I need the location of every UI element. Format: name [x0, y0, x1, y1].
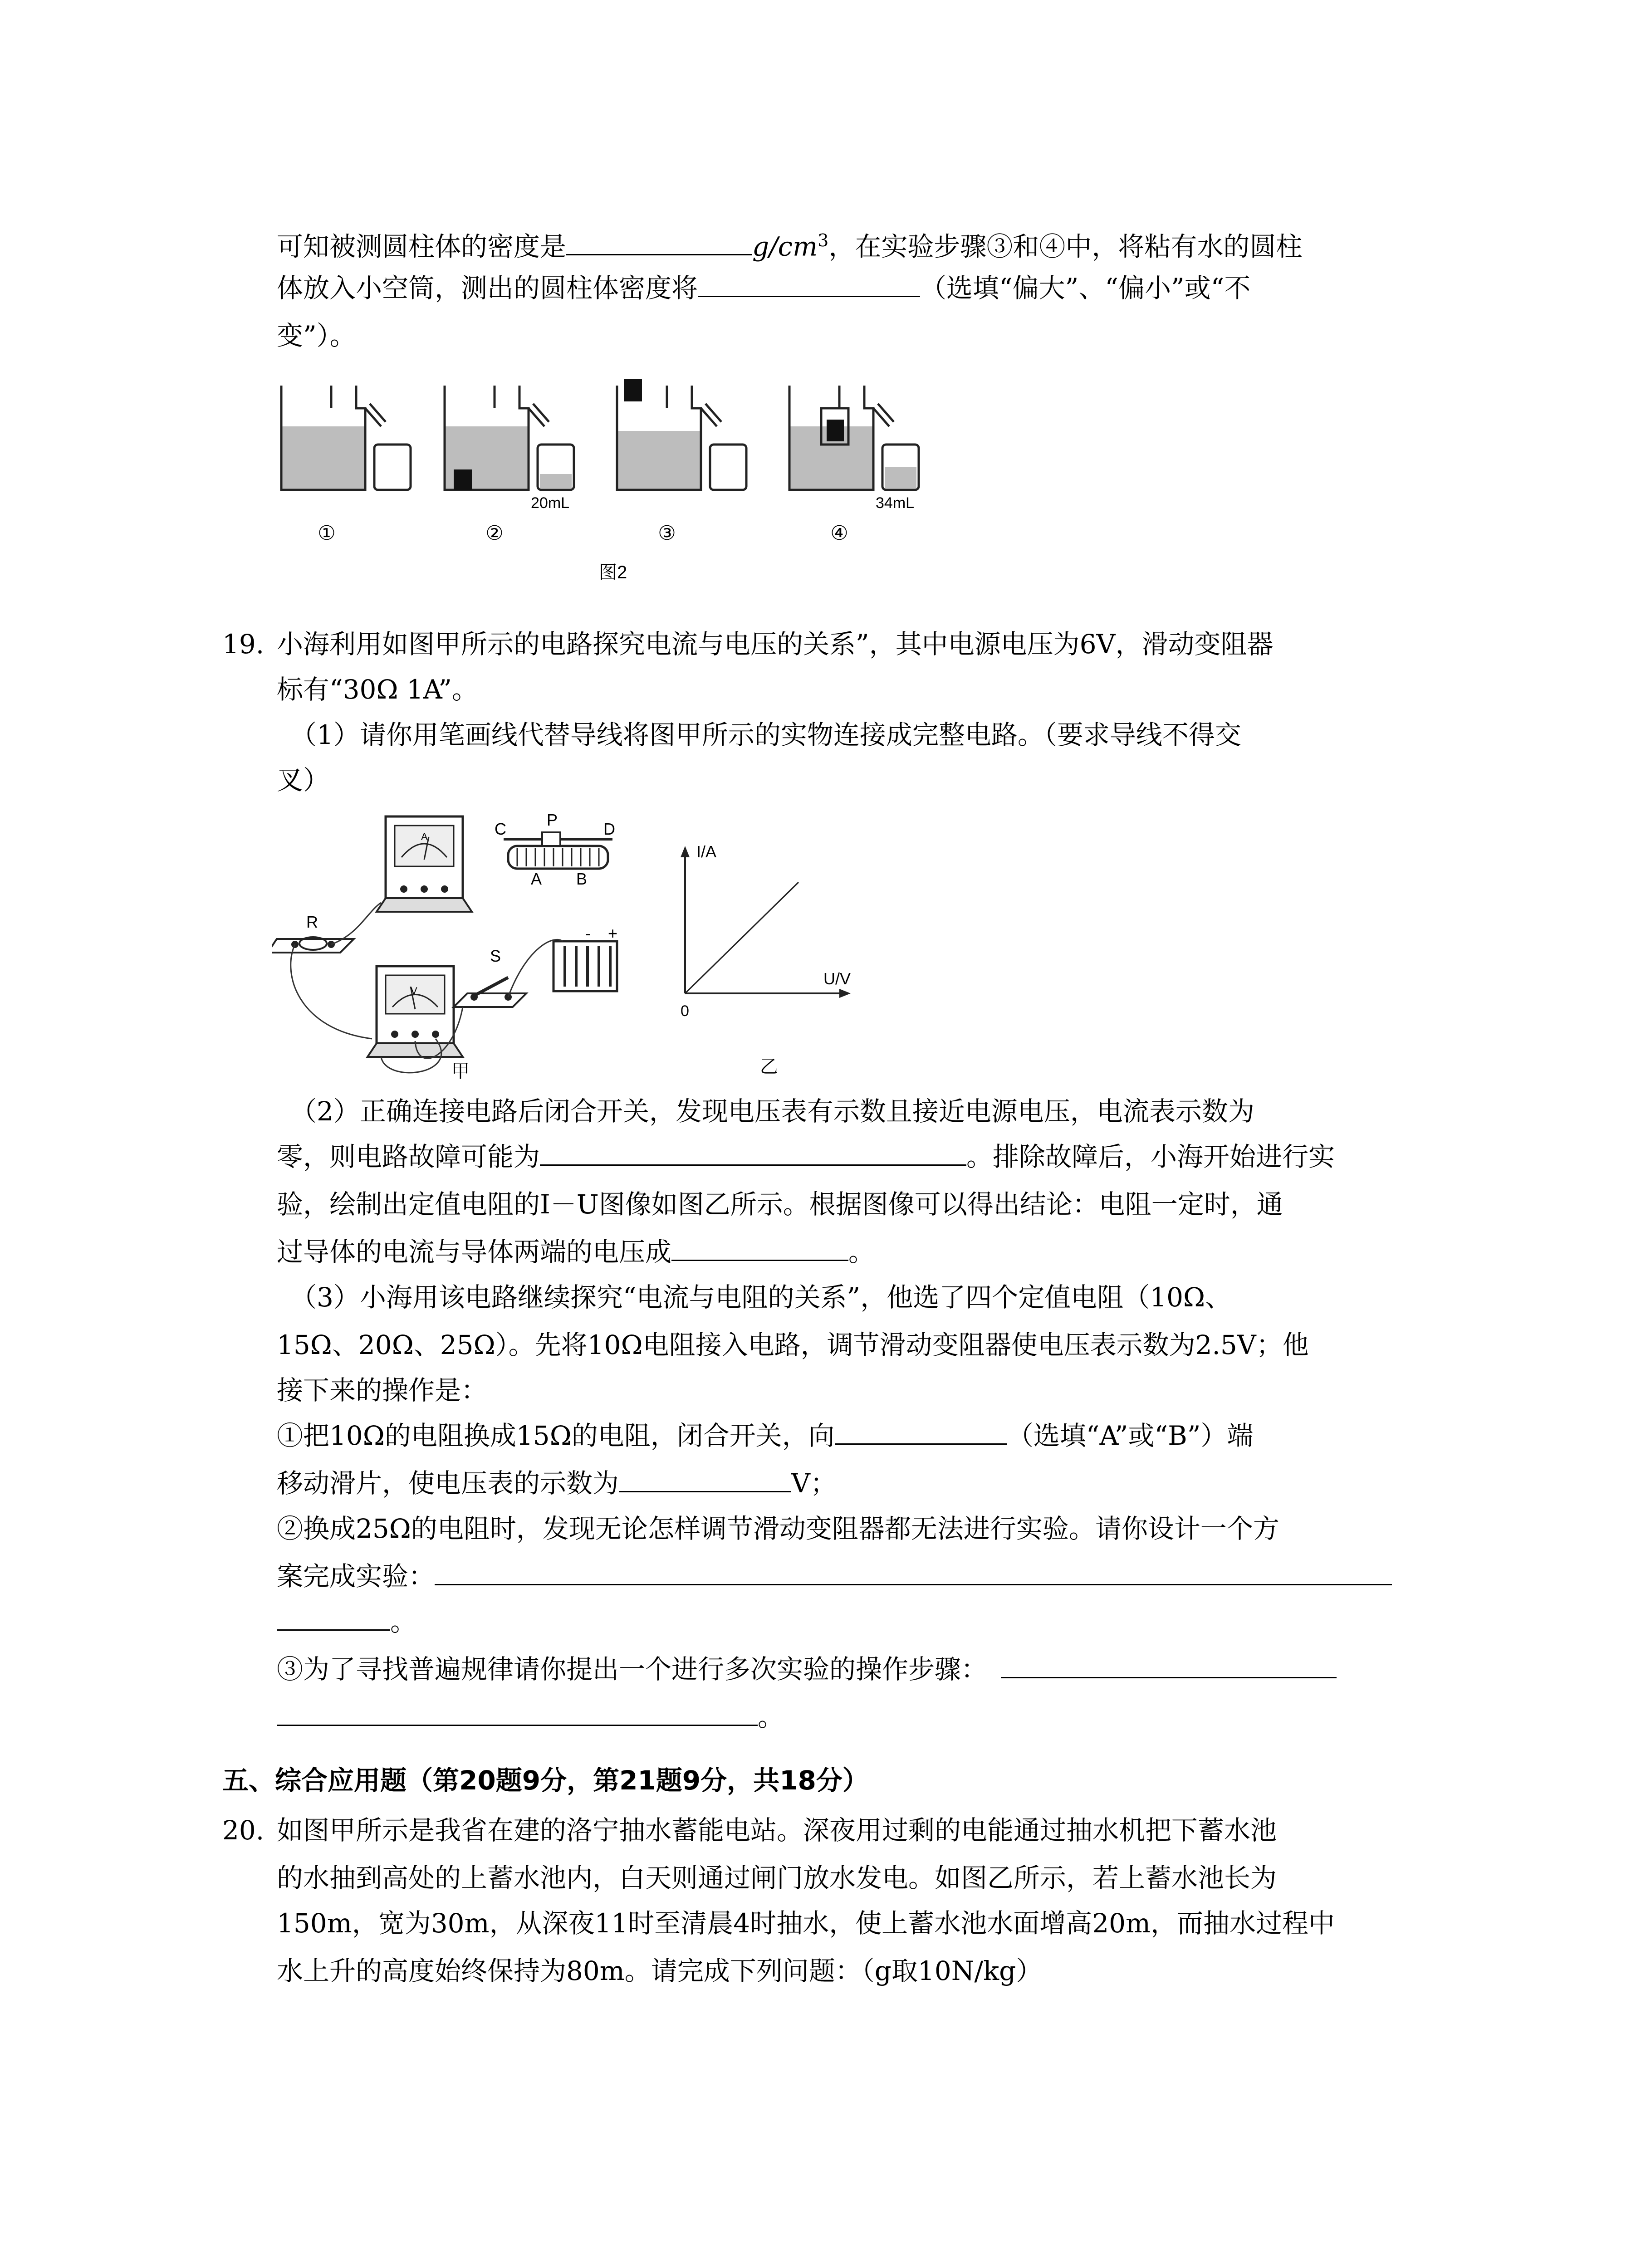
battery-pack: [554, 941, 617, 991]
q19-step-2-line-3: 。: [277, 1603, 416, 1640]
q19-step-3-line-2: 。: [277, 1699, 784, 1735]
q19-part-2-line-4: 过导体的电流与导体两端的电压成 。: [277, 1234, 875, 1270]
step-label-2: ②: [485, 522, 504, 544]
label-plus: +: [608, 924, 618, 943]
y-axis-label: I/A: [696, 842, 717, 861]
step-label-3: ③: [658, 522, 676, 544]
ammeter-dial-label: A: [421, 831, 428, 842]
q20-number: 20.: [222, 1815, 265, 1846]
switch-s: [454, 978, 526, 1007]
answer-blank-plan-continued[interactable]: [277, 1604, 390, 1631]
figure-2-caption: 图2: [599, 562, 627, 582]
step-3-apparatus: [617, 379, 746, 490]
q19-part-2-line-1: （2）正确连接电路后闭合开关，发现电压表有示数且接近电源电压，电流表示数为: [290, 1096, 1254, 1127]
q19-intro-line-1: 小海利用如图甲所示的电路探究电流与电压的关系”，其中电源电压为6V，滑动变阻器: [277, 629, 1274, 660]
q19-number: 19.: [222, 629, 265, 660]
answer-blank-proportion[interactable]: [671, 1234, 848, 1261]
label-a-terminal: A: [531, 870, 542, 888]
q19-intro-line-2: 标有“30Ω 1A”。: [277, 674, 478, 705]
step-label-1: ①: [318, 522, 336, 544]
q18-line-3: 变”）。: [277, 320, 356, 351]
q20-line-4: 水上升的高度始终保持为80m。请完成下列问题：（g取10N/kg）: [277, 1955, 1043, 1986]
label-c: C: [495, 820, 506, 838]
q19-step-1-line-2: 移动滑片，使电压表的示数为 V；: [277, 1465, 837, 1501]
figure-2-beaker-steps: [272, 376, 953, 590]
answer-blank-direction[interactable]: [835, 1418, 1007, 1445]
origin-label: 0: [681, 1002, 689, 1020]
figure-jia-caption: 甲: [451, 1061, 470, 1081]
q20-line-1: 如图甲所示是我省在建的洛宁抽水蓄能电站。深夜用过剩的电能通过抽水机把下蓄水池: [277, 1815, 1277, 1846]
rheostat: [504, 832, 612, 869]
q19-step-2-line-1: ②换成25Ω的电阻时，发现无论怎样调节滑动变阻器都无法进行实验。请你设计一个方: [277, 1513, 1279, 1544]
label-b-terminal: B: [576, 870, 588, 888]
label-r: R: [306, 913, 318, 931]
label-minus: -: [585, 924, 591, 943]
q19-part-2-line-2: 零，则电路故障可能为 。排除故障后，小海开始进行实: [277, 1139, 1335, 1175]
page-number: [789, 2261, 830, 2268]
q19-step-1-line-1: ①把10Ω的电阻换成15Ω的电阻，闭合开关，向 （选填“A”或“B”）端: [277, 1418, 1253, 1454]
answer-blank-repeat-steps[interactable]: [1001, 1652, 1337, 1678]
answer-blank-fault[interactable]: [540, 1139, 966, 1166]
iu-line: [685, 882, 798, 993]
q19-part-3-line-1: （3）小海用该电路继续探究“电流与电阻的关系”，他选了四个定值电阻（10Ω、: [290, 1282, 1232, 1313]
q19-step-2-line-2: 案完成实验：: [277, 1558, 1392, 1594]
answer-blank-plan[interactable]: [435, 1559, 1392, 1585]
q19-part-1-line-2: 叉）: [277, 765, 330, 796]
volume-label-34ml: 34mL: [876, 494, 915, 512]
answer-blank-density[interactable]: [566, 229, 752, 255]
answer-blank-repeat-steps-continued[interactable]: [277, 1699, 758, 1726]
volume-label-20ml: 20mL: [531, 494, 570, 512]
label-d: D: [603, 820, 615, 838]
voltmeter-dial-label: V: [411, 985, 417, 997]
x-axis-label: U/V: [823, 969, 851, 988]
answer-blank-voltage[interactable]: [619, 1466, 791, 1492]
step-2-apparatus: [445, 386, 574, 490]
step-4-apparatus: [789, 386, 919, 490]
q18-line-2: 体放入小空筒，测出的圆柱体密度将 （选填“偏大”、“偏小”或“不: [277, 270, 1250, 306]
figure-yi-caption: 乙: [760, 1057, 778, 1077]
step-1-apparatus: [281, 386, 411, 490]
q19-part-2-line-3: 验，绘制出定值电阻的I－U图像如图乙所示。根据图像可以得出结论：电阻一定时，通: [277, 1189, 1283, 1220]
q18-line-1: 可知被测圆柱体的密度是 $g/cm^3$，在实验步骤③和④中，将粘有水的圆柱: [277, 222, 1302, 264]
label-s: S: [490, 947, 501, 965]
q19-step-3-line-1: ③为了寻找普遍规律请你提出一个进行多次实验的操作步骤：: [277, 1651, 1337, 1687]
figure-yi-iu-graph: [676, 839, 903, 1084]
q19-part-1-line-1: （1）请你用笔画线代替导线将图甲所示的实物连接成完整电路。（要求导线不得交: [290, 719, 1241, 750]
step-label-4: ④: [830, 522, 848, 544]
q19-part-3-line-3: 接下来的操作是：: [277, 1375, 488, 1406]
label-p: P: [547, 811, 558, 829]
q20-line-3: 150m，宽为30m，从深夜11时至清晨4时抽水，使上蓄水池水面增高20m，而抽水过程中: [277, 1908, 1335, 1939]
figure-jia-circuit: [272, 803, 681, 1093]
answer-blank-density-change[interactable]: [698, 270, 920, 297]
section-5-heading: 五、综合应用题（第20题9分，第21题9分，共18分）: [222, 1765, 869, 1796]
q19-part-3-line-2: 15Ω、20Ω、25Ω）。先将10Ω电阻接入电路，调节滑动变阻器使电压表示数为2.5V；他: [277, 1330, 1309, 1360]
q20-line-2: 的水抽到高处的上蓄水池内，白天则通过闸门放水发电。如图乙所示，若上蓄水池长为: [277, 1862, 1277, 1893]
